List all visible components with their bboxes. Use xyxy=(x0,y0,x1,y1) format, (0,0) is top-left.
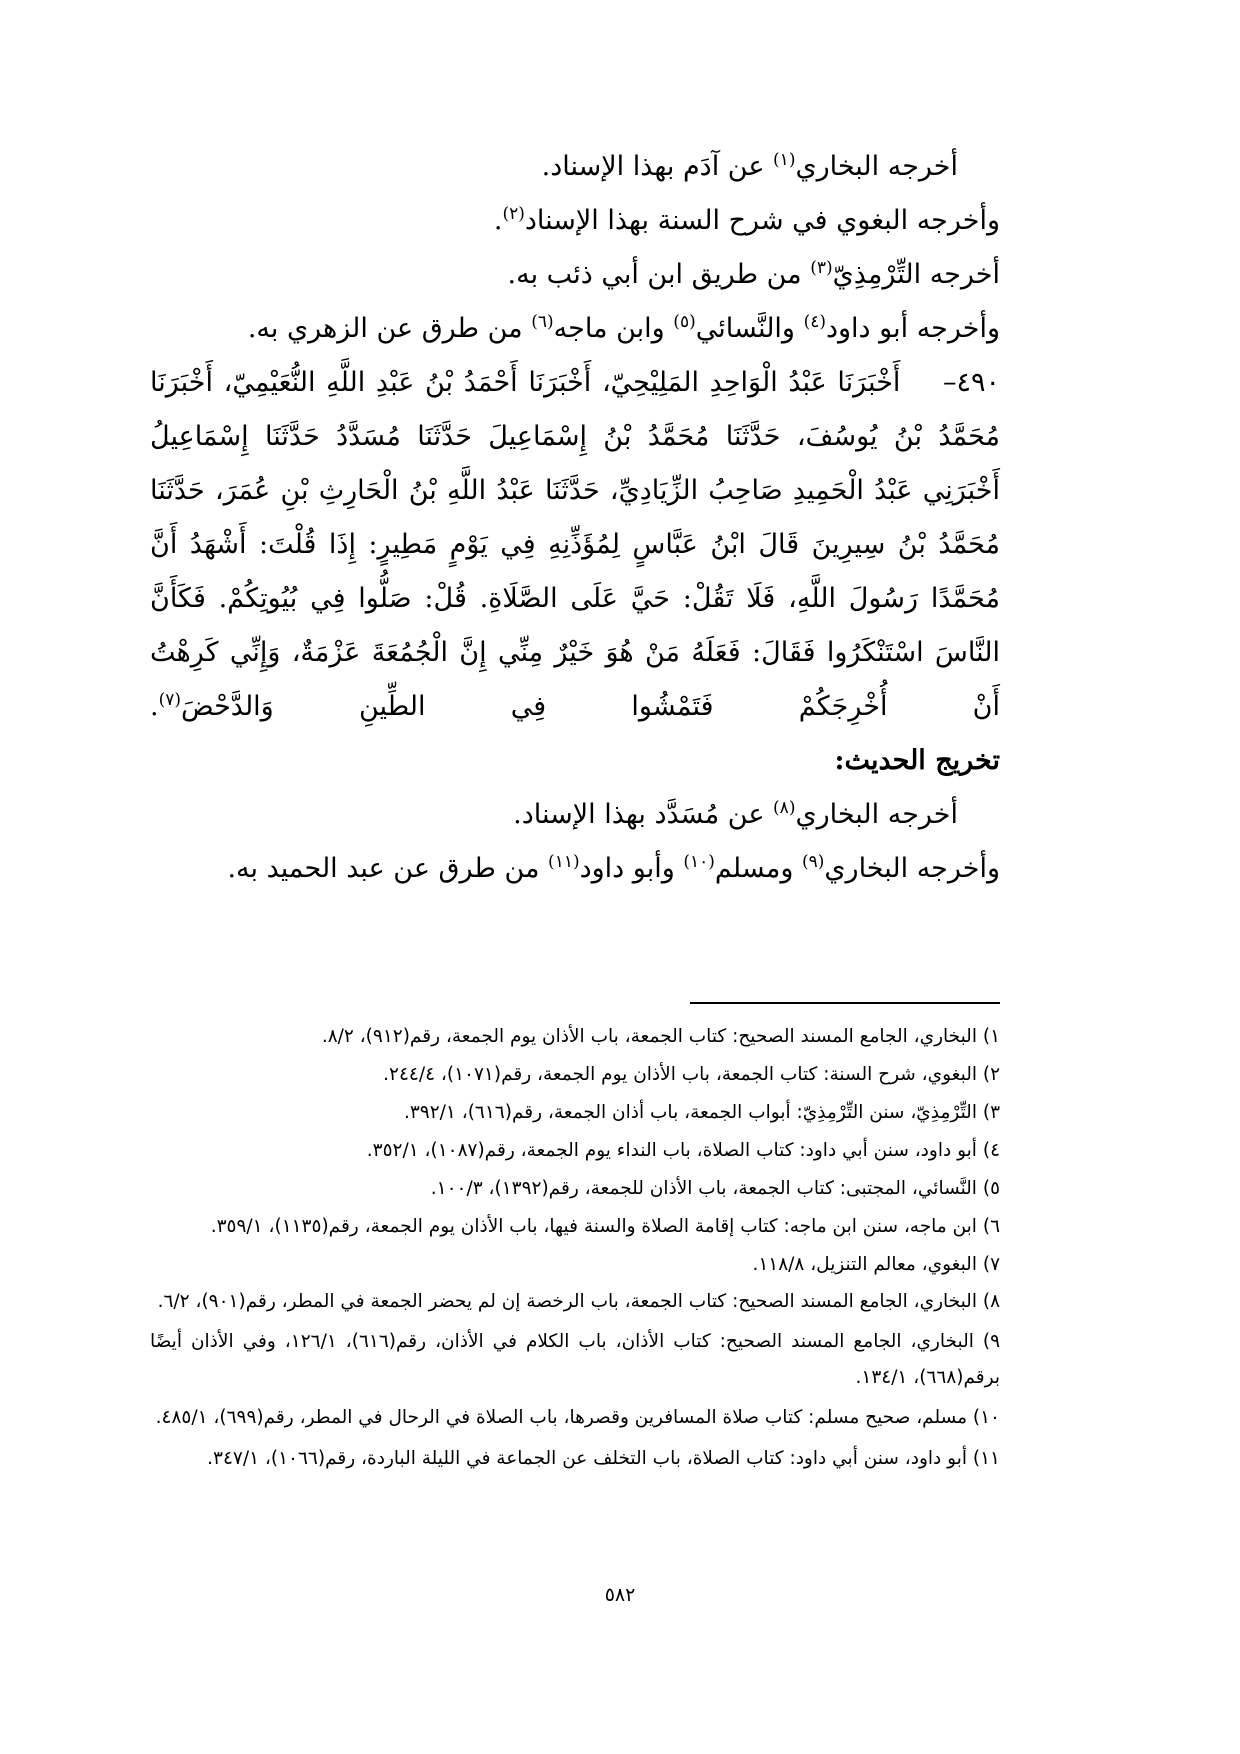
footnote-6: ٦) ابن ماجه، سنن ابن ماجه: كتاب إقامة الصلاة والسنة فيها، باب الأذان يوم الجمعة، رقم(١١٣٥)، ٣٥٩/١. xyxy=(210,1216,1000,1237)
footnote-ref[interactable]: (٤) xyxy=(803,312,826,332)
footnote-ref[interactable]: (١) xyxy=(773,150,796,170)
footnote-9: ٩) البخاري، الجامع المسند الصحيح: كتاب الأذان، باب الكلام في الأذان، رقم(٦١٦)، ١٢٦/١، وفي الأذان أيضًا برقم(٦٦٨)، ١٣٤/١. xyxy=(150,1331,1001,1388)
footnote-ref[interactable]: (٩) xyxy=(801,852,825,872)
hadith-number: ٤٩٠– xyxy=(942,367,1000,398)
footnote-ref[interactable]: (٣) xyxy=(810,258,833,278)
footnote-10: ١٠) مسلم، صحيح مسلم: كتاب صلاة المسافرين وقصرها، باب الصلاة في الرحال في المطر، رقم(٦٩٩)، ٤٨٥/١. xyxy=(155,1407,1000,1428)
footnote-ref[interactable]: (١٠) xyxy=(683,852,715,872)
takhrij2-line-2: وأخرجه البخاري$^{(٩)}$ ومسلم$^{(١٠)}$ وأبو داود$^{(١١)}$ من طرق عن عبد الحميد به. xyxy=(227,852,1000,884)
takhrij-line-2: وأخرجه البغوي في شرح السنة بهذا الإسناد$^{(٢)}$. xyxy=(493,204,1000,236)
footnote-3: ٣) التِّرْمِذِيّ، سنن التِّرْمِذِيّ: أبواب الجمعة، باب أذان الجمعة، رقم(٦١٦)، ٣٩٢/١. xyxy=(403,1102,1000,1123)
takhrij2-line-1: أخرجه البخاري$^{(٨)}$ عن مُسَدَّد بهذا الإسناد. xyxy=(513,798,958,830)
footnote-8: ٨) البخاري، الجامع المسند الصحيح: كتاب الجمعة، باب الرخصة إن لم يحضر الجمعة في المطر، رقم(٩٠١)، ٦/٢. xyxy=(157,1291,1000,1312)
footnote-ref[interactable]: (٢) xyxy=(502,204,525,224)
footnote-5: ٥) النَّسائي، المجتبى: كتاب الجمعة، باب الأذان للجمعة، رقم(١٣٩٢)، ١٠٠/٣. xyxy=(430,1178,1000,1199)
footnote-ref[interactable]: (٨) xyxy=(773,798,796,818)
section-heading: تخريج الحديث: xyxy=(834,745,1000,776)
footnote-1: ١) البخاري، الجامع المسند الصحيح: كتاب الجمعة، باب الأذان يوم الجمعة، رقم(٩١٢)، ٨/٢. xyxy=(321,1026,1000,1047)
takhrij-line-4: وأخرجه أبو داود$^{(٤)}$ والنَّسائي$^{(٥)}$ وابن ماجه$^{(٦)}$ من طرق عن الزهري به. xyxy=(247,312,1000,344)
main-text xyxy=(150,140,1000,896)
footnote-2: ٢) البغوي، شرح السنة: كتاب الجمعة، باب الأذان يوم الجمعة، رقم(١٠٧١)، ٢٤٤/٤. xyxy=(383,1064,1000,1085)
footnote-separator xyxy=(690,1002,1000,1004)
footnote-ref[interactable]: (٥) xyxy=(673,312,696,332)
takhrij-line-3: أخرجه التِّرْمِذِيّ$^{(٣)}$ من طريق ابن أبي ذئب به. xyxy=(507,258,1000,290)
page-number: ٥٨٢ xyxy=(604,1584,636,1606)
footnote-ref[interactable]: (٦) xyxy=(531,312,554,332)
footnote-4: ٤) أبو داود، سنن أبي داود: كتاب الصلاة، باب النداء يوم الجمعة، رقم(١٠٨٧)، ٣٥٢/١. xyxy=(366,1140,1000,1161)
hadith-paragraph: ٤٩٠– أَخْبَرَنَا عَبْدُ الْوَاحِدِ المَلِيْحِيّ، أَخْبَرَنَا أَحْمَدُ بْنُ عَبْدِ اللَّهِ النُّعَيْمِيّ، أَخْبَرَنَا مُحَمَّدُ بْنُ يُوسُفَ، حَدَّثَنَا مُحَمَّدُ بْنُ إِسْمَاعِيلَ حَدَّثَنَا مُسَدَّدُ حَدَّثَنَا إِسْمَاعِيلُ أَخْبَرَنِي عَبْدُ الْحَمِيدِ صَاحِبُ الزِّيَادِيِّ، حَدَّثَنَا عَبْدُ اللَّهِ بْنُ الْحَارِثِ بْنِ عُمَرَ، حَدَّثَنَا مُحَمَّدُ بْنُ سِيرِينَ قَالَ ابْنُ عَبَّاسٍ لِمُؤَذِّنِهِ فِي يَوْمٍ مَطِيرٍ: إِذَا قُلْتَ: أَشْهَدُ أَنَّ مُحَمَّدًا رَسُولَ اللَّهِ، فَلَا تَقُلْ: حَيَّ عَلَى الصَّلَاةِ. قُلْ: صَلُّوا فِي بُيُوتِكُمْ. فَكَأَنَّ النَّاسَ اسْتَنْكَرُوا فَقَالَ: فَعَلَهُ مَنْ هُوَ خَيْرٌ مِنِّي إِنَّ الْجُمُعَةَ عَزْمَةٌ، وَإِنِّي كَرِهْتُ أَنْ أُخْرِجَكُمْ فَتَمْشُوا فِي الطِّينِ وَالدَّحْضَ$^{(٧)}$. xyxy=(150,367,1000,722)
footnote-7: ٧) البغوي، معالم التنزيل، ١١٨/٨. xyxy=(752,1254,1000,1275)
footnotes xyxy=(150,1018,1000,1478)
footnote-ref[interactable]: (١١) xyxy=(548,852,580,872)
takhrij-line-1: أخرجه البخاري$^{(١)}$ عن آدَم بهذا الإسناد. xyxy=(541,150,958,182)
hadith-text: أَخْبَرَنَا عَبْدُ الْوَاحِدِ المَلِيْحِيّ، أَخْبَرَنَا أَحْمَدُ بْنُ عَبْدِ اللَّهِ النُّعَيْمِيّ، أَخْبَرَنَا مُحَمَّدُ بْنُ يُوسُفَ، حَدَّثَنَا مُحَمَّدُ بْنُ إِسْمَاعِيلَ حَدَّثَنَا مُسَدَّدُ حَدَّثَنَا إِسْمَاعِيلُ أَخْبَرَنِي عَبْدُ الْحَمِيدِ صَاحِبُ الزِّيَادِيِّ، حَدَّثَنَا عَبْدُ اللَّهِ بْنُ الْحَارِثِ بْنِ عُمَرَ، حَدَّثَنَا مُحَمَّدُ بْنُ سِيرِينَ قَالَ ابْنُ عَبَّاسٍ لِمُؤَذِّنِهِ فِي يَوْمٍ مَطِيرٍ: إِذَا قُلْتَ: أَشْهَدُ أَنَّ مُحَمَّدًا رَسُولَ اللَّهِ، فَلَا تَقُلْ: حَيَّ عَلَى الصَّلَاةِ. قُلْ: صَلُّوا فِي بُيُوتِكُمْ. فَكَأَنَّ النَّاسَ اسْتَنْكَرُوا فَقَالَ: فَعَلَهُ مَنْ هُوَ خَيْرٌ مِنِّي إِنَّ الْجُمُعَةَ عَزْمَةٌ، وَإِنِّي كَرِهْتُ أَنْ أُخْرِجَكُمْ فَتَمْشُوا فِي الطِّينِ وَالدَّحْضَ xyxy=(150,367,1000,722)
footnote-ref[interactable]: (٧) xyxy=(158,690,182,710)
footnote-11: ١١) أبو داود، سنن أبي داود: كتاب الصلاة، باب التخلف عن الجماعة في الليلة الباردة، رقم(١٠٦٦)، ٣٤٧/١. xyxy=(207,1448,1000,1469)
